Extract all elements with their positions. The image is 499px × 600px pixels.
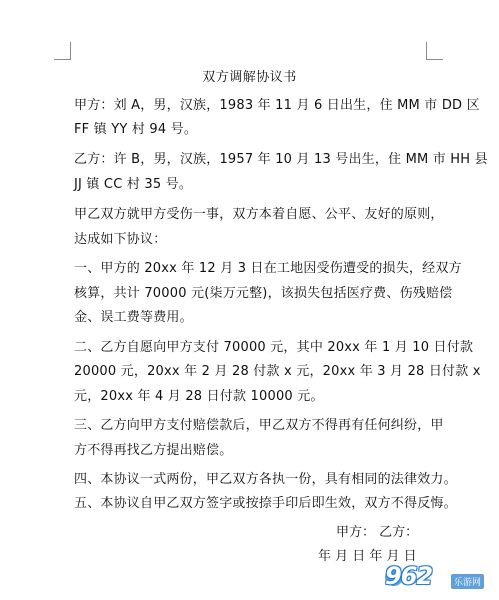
text-line: 金、误工费等费用。 [74,310,193,325]
crop-mark-top-left-vertical [70,42,71,60]
watermark-logo: 962 [385,562,433,590]
text-line: 核算，共计 70000 元(柒万元整)，该损失包括医疗费、伤残赔偿 [74,286,453,301]
watermark [385,560,493,594]
text-line: 甲乙双方就甲方受伤一事，双方本着自愿、公平、友好的原则， [74,207,444,222]
text-line: 达成如下协议： [74,232,167,247]
watermark-text: 乐游网 [451,574,484,589]
text-line: 三、乙方向甲方支付赔偿款后，甲乙双方不得再有任何纠纷，甲 [74,418,444,433]
text-line: 元，20xx 年 4 月 28 日付款 10000 元。 [74,389,324,404]
document-title: 双方调解协议书 [202,70,297,85]
text-line: 一、甲方的 20xx 年 12 月 3 日在工地因受伤遭受的损失，经双方 [74,261,462,276]
text-line: 二、乙方自愿向甲方支付 70000 元，其中 20xx 年 1 月 10 日付款 [74,340,474,355]
crop-mark-top-right-horizontal [426,59,443,60]
crop-mark-top-left-horizontal [54,59,71,60]
text-line: 四、本协议一式两份，甲乙双方各执一份，具有相同的法律效力。 [74,472,457,487]
text-line: JJ 镇 CC 村 35 号。 [74,177,193,192]
signature-dates: 年 月 日 年 月 日 [318,549,417,564]
signature-parties: 甲方： 乙方： [336,525,419,540]
text-line: 方不得再找乙方提出赔偿。 [74,443,233,458]
text-line: FF 镇 YY 村 94 号。 [74,122,198,137]
text-line: 乙方：许 B，男，汉族，1957 年 10 月 13 号出生，住 MM 市 HH 县 [74,152,488,167]
text-line: 20000 元，20xx 年 2 月 28 付款 x 元，20xx 年 3 月 28 日付款 x [74,364,481,379]
crop-mark-top-right-vertical [426,42,427,60]
text-line: 五、本协议自甲乙双方签字或按捺手印后即生效，双方不得反悔。 [74,496,457,511]
text-line: 甲方：刘 A，男，汉族，1983 年 11 月 6 日出生，住 MM 市 DD 区 [74,98,480,113]
